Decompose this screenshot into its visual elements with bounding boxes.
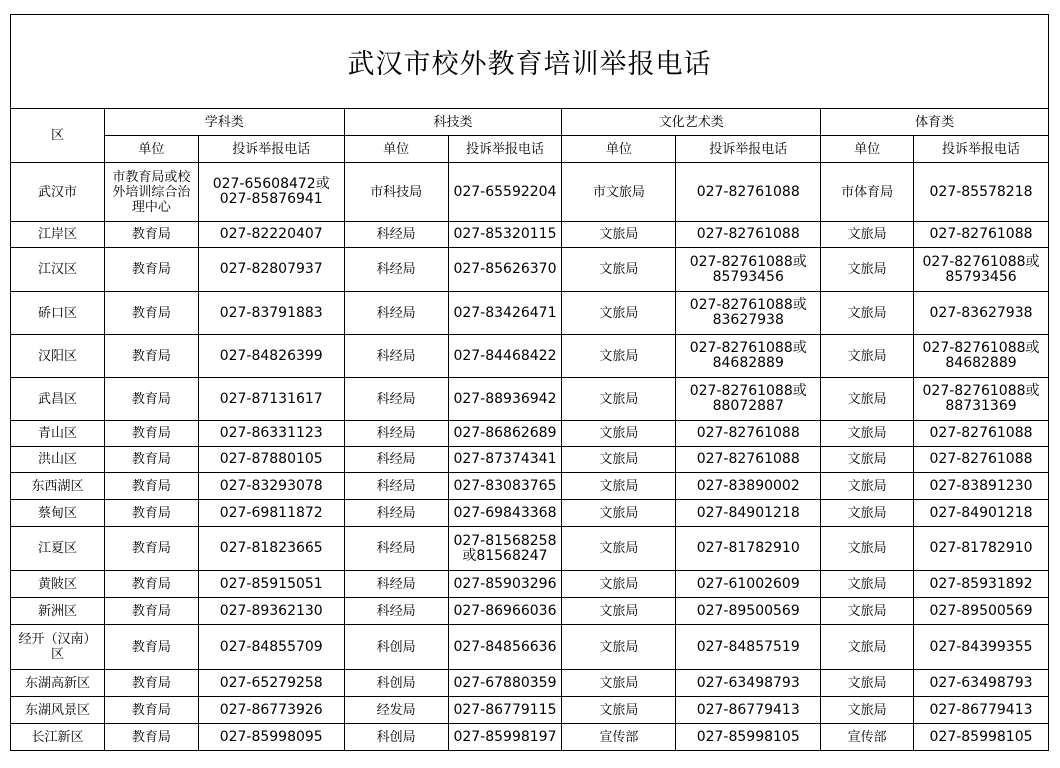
phone-cell: 027-81782910 <box>676 527 821 571</box>
phone-cell: 027-82761088或83627938 <box>676 292 821 335</box>
district-cell: 东西湖区 <box>11 473 105 500</box>
phone-cell: 027-82220407 <box>198 222 344 248</box>
unit-cell: 文旅局 <box>562 527 676 571</box>
district-cell: 东湖高新区 <box>11 670 105 697</box>
unit-cell: 科经局 <box>344 473 448 500</box>
phone-cell: 027-82761088 <box>676 163 821 222</box>
unit-cell: 教育局 <box>104 625 198 670</box>
phone-cell: 027-89500569 <box>914 598 1049 625</box>
district-cell: 洪山区 <box>11 447 105 473</box>
unit-cell: 科经局 <box>344 421 448 447</box>
phone-cell: 027-83426471 <box>448 292 562 335</box>
phone-cell: 027-82761088 <box>676 421 821 447</box>
phone-cell: 027-86779115 <box>448 697 562 724</box>
phone-cell: 027-85903296 <box>448 571 562 598</box>
district-cell: 武汉市 <box>11 163 105 222</box>
unit-cell: 文旅局 <box>821 571 914 598</box>
phone-cell: 027-83083765 <box>448 473 562 500</box>
table-row <box>11 670 1049 697</box>
district-cell: 东湖风景区 <box>11 697 105 724</box>
unit-cell: 科经局 <box>344 222 448 248</box>
unit-cell: 文旅局 <box>562 670 676 697</box>
district-cell: 硚口区 <box>11 292 105 335</box>
title-cell <box>10 14 1049 109</box>
table-row <box>11 447 1049 473</box>
phone-cell: 027-88936942 <box>448 378 562 421</box>
unit-cell: 宣传部 <box>562 724 676 751</box>
unit-cell: 教育局 <box>104 724 198 751</box>
table-row <box>11 248 1049 292</box>
phone-cell: 027-85915051 <box>198 571 344 598</box>
header-unit: 单位 <box>562 136 676 163</box>
header-phone: 投诉举报电话 <box>448 136 562 163</box>
unit-cell: 文旅局 <box>821 421 914 447</box>
phone-cell: 027-87131617 <box>198 378 344 421</box>
unit-cell: 教育局 <box>104 378 198 421</box>
district-cell: 新洲区 <box>11 598 105 625</box>
unit-cell: 科创局 <box>344 670 448 697</box>
phone-cell: 027-83791883 <box>198 292 344 335</box>
table-row <box>11 378 1049 421</box>
unit-cell: 科经局 <box>344 527 448 571</box>
table-row <box>11 473 1049 500</box>
phone-cell: 027-69843368 <box>448 500 562 527</box>
unit-cell: 教育局 <box>104 598 198 625</box>
unit-cell: 文旅局 <box>821 473 914 500</box>
table-row <box>11 292 1049 335</box>
district-cell: 江汉区 <box>11 248 105 292</box>
unit-cell: 教育局 <box>104 292 198 335</box>
unit-cell: 文旅局 <box>821 598 914 625</box>
unit-cell: 教育局 <box>104 248 198 292</box>
unit-cell: 教育局 <box>104 222 198 248</box>
phone-cell: 027-86779413 <box>676 697 821 724</box>
unit-cell: 教育局 <box>104 697 198 724</box>
phone-cell: 027-86773926 <box>198 697 344 724</box>
phone-cell: 027-67880359 <box>448 670 562 697</box>
phone-cell: 027-82761088 <box>914 447 1049 473</box>
district-cell: 江夏区 <box>11 527 105 571</box>
phone-cell: 027-69811872 <box>198 500 344 527</box>
header-phone: 投诉举报电话 <box>676 136 821 163</box>
phone-cell: 027-82761088或88072887 <box>676 378 821 421</box>
unit-cell: 教育局 <box>104 335 198 378</box>
phone-cell: 027-85320115 <box>448 222 562 248</box>
phone-cell: 027-86779413 <box>914 697 1049 724</box>
unit-cell: 文旅局 <box>821 670 914 697</box>
unit-cell: 文旅局 <box>562 598 676 625</box>
unit-cell: 市体育局 <box>821 163 914 222</box>
unit-cell: 科经局 <box>344 447 448 473</box>
unit-cell: 文旅局 <box>821 697 914 724</box>
unit-cell: 文旅局 <box>562 625 676 670</box>
district-cell: 经开（汉南）区 <box>11 625 105 670</box>
phone-cell: 027-85998197 <box>448 724 562 751</box>
phone-cell: 027-84399355 <box>914 625 1049 670</box>
unit-cell: 科经局 <box>344 500 448 527</box>
header-category-sports: 体育类 <box>821 109 1049 136</box>
phone-cell: 027-65592204 <box>448 163 562 222</box>
unit-cell: 文旅局 <box>562 248 676 292</box>
phone-cell: 027-86862689 <box>448 421 562 447</box>
header-unit: 单位 <box>821 136 914 163</box>
unit-cell: 文旅局 <box>821 527 914 571</box>
unit-cell: 科创局 <box>344 625 448 670</box>
header-unit: 单位 <box>104 136 198 163</box>
district-cell: 长江新区 <box>11 724 105 751</box>
unit-cell: 文旅局 <box>562 500 676 527</box>
table-row <box>11 421 1049 447</box>
unit-cell: 科经局 <box>344 292 448 335</box>
table-body <box>11 109 1049 751</box>
phone-cell: 027-84826399 <box>198 335 344 378</box>
phone-cell: 027-83293078 <box>198 473 344 500</box>
phone-cell: 027-84468422 <box>448 335 562 378</box>
phone-cell: 027-84857519 <box>676 625 821 670</box>
table-row <box>11 222 1049 248</box>
unit-cell: 教育局 <box>104 473 198 500</box>
district-cell: 青山区 <box>11 421 105 447</box>
page-title: 武汉市校外教育培训举报电话 <box>347 49 712 80</box>
phone-cell: 027-85998095 <box>198 724 344 751</box>
phone-cell: 027-86966036 <box>448 598 562 625</box>
unit-cell: 文旅局 <box>821 292 914 335</box>
phone-cell: 027-85578218 <box>914 163 1049 222</box>
table-row <box>11 163 1049 222</box>
phone-cell: 027-82807937 <box>198 248 344 292</box>
unit-cell: 文旅局 <box>562 222 676 248</box>
phone-cell: 027-82761088或84682889 <box>914 335 1049 378</box>
phone-cell: 027-81823665 <box>198 527 344 571</box>
phone-cell: 027-61002609 <box>676 571 821 598</box>
report-sheet <box>10 14 1049 758</box>
unit-cell: 科经局 <box>344 335 448 378</box>
phone-cell: 027-84856636 <box>448 625 562 670</box>
phone-cell: 027-85998105 <box>914 724 1049 751</box>
unit-cell: 教育局 <box>104 571 198 598</box>
header-category-academic: 学科类 <box>104 109 344 136</box>
unit-cell: 文旅局 <box>562 447 676 473</box>
unit-cell: 科经局 <box>344 571 448 598</box>
header-district: 区 <box>11 109 105 163</box>
table-row <box>11 625 1049 670</box>
phone-cell: 027-83890002 <box>676 473 821 500</box>
unit-cell: 宣传部 <box>821 724 914 751</box>
table-row <box>11 598 1049 625</box>
header-row-categories <box>11 109 1049 136</box>
district-cell: 武昌区 <box>11 378 105 421</box>
unit-cell: 经发局 <box>344 697 448 724</box>
phone-cell: 027-81782910 <box>914 527 1049 571</box>
phone-cell: 027-82761088或84682889 <box>676 335 821 378</box>
unit-cell: 文旅局 <box>821 378 914 421</box>
unit-cell: 文旅局 <box>821 335 914 378</box>
unit-cell: 市教育局或校外培训综合治理中心 <box>104 163 198 222</box>
header-row-fields <box>11 136 1049 163</box>
phone-cell: 027-83627938 <box>914 292 1049 335</box>
header-unit: 单位 <box>344 136 448 163</box>
phone-cell: 027-83891230 <box>914 473 1049 500</box>
table-row <box>11 697 1049 724</box>
phone-cell: 027-63498793 <box>676 670 821 697</box>
table-row <box>11 500 1049 527</box>
district-cell: 黄陂区 <box>11 571 105 598</box>
unit-cell: 教育局 <box>104 421 198 447</box>
unit-cell: 市文旅局 <box>562 163 676 222</box>
phone-cell: 027-82761088或85793456 <box>676 248 821 292</box>
header-category-culture-art: 文化艺术类 <box>562 109 821 136</box>
unit-cell: 文旅局 <box>821 222 914 248</box>
phone-cell: 027-82761088或88731369 <box>914 378 1049 421</box>
unit-cell: 文旅局 <box>562 335 676 378</box>
phone-cell: 027-82761088 <box>914 421 1049 447</box>
unit-cell: 文旅局 <box>821 625 914 670</box>
header-category-technology: 科技类 <box>344 109 562 136</box>
table-row <box>11 724 1049 751</box>
unit-cell: 科经局 <box>344 378 448 421</box>
phone-cell: 027-82761088或85793456 <box>914 248 1049 292</box>
phone-cell: 027-81568258或81568247 <box>448 527 562 571</box>
unit-cell: 科创局 <box>344 724 448 751</box>
unit-cell: 文旅局 <box>562 473 676 500</box>
phone-cell: 027-84901218 <box>676 500 821 527</box>
unit-cell: 文旅局 <box>562 421 676 447</box>
phone-cell: 027-89500569 <box>676 598 821 625</box>
unit-cell: 文旅局 <box>821 248 914 292</box>
phone-cell: 027-82761088 <box>914 222 1049 248</box>
unit-cell: 科经局 <box>344 248 448 292</box>
phone-cell: 027-85626370 <box>448 248 562 292</box>
table-row <box>11 527 1049 571</box>
unit-cell: 教育局 <box>104 447 198 473</box>
table-row <box>11 335 1049 378</box>
unit-cell: 教育局 <box>104 500 198 527</box>
unit-cell: 教育局 <box>104 670 198 697</box>
unit-cell: 教育局 <box>104 527 198 571</box>
phone-cell: 027-85998105 <box>676 724 821 751</box>
phone-cell: 027-82761088 <box>676 447 821 473</box>
unit-cell: 文旅局 <box>562 378 676 421</box>
phone-cell: 027-84855709 <box>198 625 344 670</box>
phone-cell: 027-87374341 <box>448 447 562 473</box>
district-cell: 蔡甸区 <box>11 500 105 527</box>
table-row <box>11 571 1049 598</box>
phone-cell: 027-85931892 <box>914 571 1049 598</box>
phone-cell: 027-86331123 <box>198 421 344 447</box>
hotline-table <box>10 108 1049 751</box>
unit-cell: 文旅局 <box>821 447 914 473</box>
phone-cell: 027-82761088 <box>676 222 821 248</box>
district-cell: 汉阳区 <box>11 335 105 378</box>
phone-cell: 027-87880105 <box>198 447 344 473</box>
phone-cell: 027-63498793 <box>914 670 1049 697</box>
phone-cell: 027-89362130 <box>198 598 344 625</box>
unit-cell: 文旅局 <box>562 697 676 724</box>
unit-cell: 科经局 <box>344 598 448 625</box>
header-phone: 投诉举报电话 <box>914 136 1049 163</box>
phone-cell: 027-84901218 <box>914 500 1049 527</box>
phone-cell: 027-65279258 <box>198 670 344 697</box>
unit-cell: 文旅局 <box>821 500 914 527</box>
unit-cell: 文旅局 <box>562 571 676 598</box>
phone-cell: 027-65608472或027-85876941 <box>198 163 344 222</box>
unit-cell: 市科技局 <box>344 163 448 222</box>
unit-cell: 文旅局 <box>562 292 676 335</box>
district-cell: 江岸区 <box>11 222 105 248</box>
header-phone: 投诉举报电话 <box>198 136 344 163</box>
